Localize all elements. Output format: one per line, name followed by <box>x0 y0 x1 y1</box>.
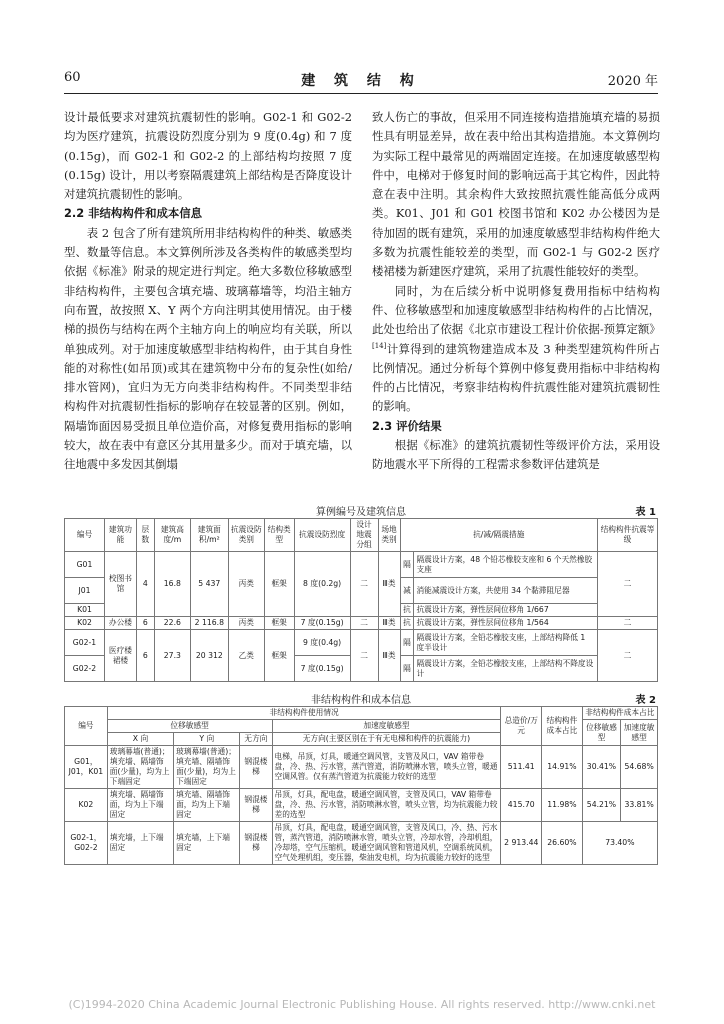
table1-cell-type: 隔 <box>400 656 414 682</box>
table1-header: 设计地震分组 <box>350 519 378 552</box>
paragraph <box>372 282 660 417</box>
table1-header: 场地类别 <box>378 519 400 552</box>
table2-cell-id: K02 <box>65 789 108 822</box>
table1-cell-function: 办公楼 <box>104 617 136 630</box>
table1-cell-id: K02 <box>65 617 105 630</box>
table1-block <box>64 502 658 682</box>
table1-cell-id: K01 <box>65 604 105 617</box>
publication-year: 2020 年 <box>607 74 658 89</box>
table2-caption: 非结构构件和成本信息 <box>311 695 411 706</box>
table1-cell-desc: 消能减震设计方案，共使用 34 个黏滞阻尼器 <box>414 578 598 604</box>
table2-header: X 向 <box>107 733 173 746</box>
table1-cell-site: Ⅲ类 <box>378 617 400 630</box>
table2-cell-total: 511.41 <box>501 746 542 789</box>
table1-cell-id: G02-1 <box>65 630 105 656</box>
table2-header: 加速度敏感型 <box>272 720 501 733</box>
table2-header: 位移敏感型 <box>107 720 272 733</box>
table1-cell-height: 16.8 <box>154 552 190 617</box>
table1-cell-desc: 隔震设计方案，全铅芯橡胶支座，上部结构降低 1 度半设计 <box>414 630 598 656</box>
paragraph: 根据《标准》的建筑抗震韧性等级评价方法，采用设防地震水平下所得的工程需求参数评估建筑是 <box>372 438 660 472</box>
table2-cell-y: 填充墙，上下端固定 <box>174 822 240 865</box>
table2-cell-struct: 26.60% <box>542 822 583 865</box>
table1-caption-row <box>64 502 658 518</box>
paragraph: 设计最低要求对建筑抗震韧性的影响。G02-1 和 G02-2 均为医疗建筑，抗震设防烈度分别为 9 度(0.4g) 和 7 度(0.15g)，而 G02-1 和 G02-2 的上部结构均按照 7 度(0.15g) 设计，用以考察隔震建筑上部结构是否降度设计对建筑抗震韧性的影响。 <box>64 110 352 202</box>
table2-cell-struct: 14.91% <box>542 746 583 789</box>
table2-header: 非结构构件成本占比 <box>582 707 657 720</box>
table2-cell-accel: 吊顶，灯具，配电盘，暖通空调风管，支管及风口，VAV 箱带卷盘，冷、热、污水管，消防喷淋水管，喷头立管，均为抗震能力较差的选型 <box>272 789 501 822</box>
table2-number: 表 2 <box>635 695 656 706</box>
table1-cell-desc: 抗震设计方案，弹性层间位移角 1/564 <box>414 617 598 630</box>
table1-cell-area: 20 312 <box>190 630 228 682</box>
table2-header: 总造价/万元 <box>501 707 542 746</box>
table1-cell-grade: 二 <box>598 552 658 617</box>
table2-cell-y: 填充墙、隔墙饰面，均为上下端固定 <box>174 789 240 822</box>
table2-cell-x: 填充墙、隔墙饰面，均为上下端固定 <box>107 789 173 822</box>
table2-cell-acc: 54.68% <box>621 746 658 789</box>
table-row <box>65 552 658 578</box>
table1-header: 结构构件抗震等级 <box>598 519 658 552</box>
table1-header: 抗震设防类别 <box>228 519 264 552</box>
right-column <box>372 108 660 475</box>
table2-header: 结构构件成本占比 <box>542 707 583 746</box>
table1-cell-floors: 6 <box>136 617 154 630</box>
table1-header: 编号 <box>65 519 105 552</box>
table2-header: 位移敏感型 <box>582 720 621 746</box>
table1-header-row <box>65 519 658 552</box>
table1-cell-grade: 二 <box>598 630 658 682</box>
table1-header: 抗震设防烈度 <box>294 519 350 552</box>
table2-header-row <box>65 707 658 720</box>
table1-cell-type: 隔 <box>400 552 414 578</box>
table2-caption-row <box>64 690 658 706</box>
table1-cell-intensity: 9 度(0.4g) <box>294 630 350 656</box>
section-heading: 2.3 评价结果 <box>372 418 442 433</box>
page-header <box>64 70 658 90</box>
table1-cell-id: G02-2 <box>65 656 105 682</box>
journal-title: 建 筑 结 构 <box>301 73 421 89</box>
table1-cell-desc: 抗震设计方案，弹性层间位移角 1/667 <box>414 604 598 617</box>
table2-cell-id: G02-1，G02-2 <box>65 822 108 865</box>
table2-header: 无方向(主要区别在于有无电梯和构件的抗震能力) <box>272 733 501 746</box>
table2-cell-total: 415.70 <box>501 789 542 822</box>
table1-cell-id: G01 <box>65 552 105 578</box>
table-row <box>65 822 658 865</box>
table2-header: 编号 <box>65 707 108 746</box>
table1 <box>64 518 658 682</box>
table2-cell-x: 玻璃幕墙(普通)；填充墙、隔墙饰面(少量)，均为上下端固定 <box>107 746 173 789</box>
table1-cell-height: 22.6 <box>154 617 190 630</box>
table1-cell-floors: 4 <box>136 552 154 617</box>
table2-cell-x: 填充墙，上下端固定 <box>107 822 173 865</box>
table1-cell-structure: 框架 <box>264 617 294 630</box>
header-rule <box>64 93 658 94</box>
page-number: 60 <box>64 70 81 85</box>
table2-cell-disp: 30.41% <box>582 746 621 789</box>
table2-header: 非结构构件使用情况 <box>107 707 501 720</box>
table1-header: 结构类型 <box>264 519 294 552</box>
table2-cell-nodir: 钢混楼梯 <box>240 746 272 789</box>
table1-cell-type: 减 <box>400 578 414 604</box>
paragraph: 致人伤亡的事故，但采用不同连接构造措施填充墙的易损性具有明显差异，故在表中给出其构造措施。本文算例均为实际工程中最常见的两端固定连接。在加速度敏感型构件中，电梯对于修复时间的影响远高于其它构件，因此特意在表中注明。其余构件大致按照抗震性能高低分成两类。K01、J01 和 G01 校图书馆和 K02 办公楼因为是待加固的既有建筑，采用的加速度敏感型非结构构件绝大多数为抗震性能较差的类型，而 G02-1 与 G02-2 医疗楼裙楼为新建医疗建筑，采用了抗震性能较好的类型。 <box>372 110 660 279</box>
table1-cell-group: 二 <box>350 630 378 682</box>
table2-cell-nodir: 钢混楼梯 <box>240 822 272 865</box>
table2-cell-acc: 33.81% <box>621 789 658 822</box>
paragraph-text: 同时，为在后续分析中说明修复费用指标中结构构件、位移敏感型和加速度敏感型非结构构件的占比情况，此处也给出了依据《北京市建设工程计价依据-预算定额》 <box>372 283 661 337</box>
table1-caption: 算例编号及建筑信息 <box>316 507 406 518</box>
table2-header: 无方向 <box>240 733 272 746</box>
table-row <box>65 746 658 789</box>
citation: [14] <box>372 341 387 350</box>
paragraph: 表 2 包含了所有建筑所用非结构构件的种类、敏感类型、数量等信息。本文算例所涉及各类构件的敏感类型均依据《标准》附录的规定进行判定。绝大多数位移敏感型非结构构件，主要包含填充墙、玻璃幕墙等，均沿主轴方向布置，故按照 X、Y 两个方向注明其使用情况。由于楼梯的损伤与结构在两个主轴方向上的响应均有关联，所以单独成列。对于加速度敏感型非结构构件，由于其自身性能的对称性(如吊顶)或其在建筑物中分布的复杂性(如给/排水管网)，宜归为无方向类非结构构件。不同类型非结构构件对抗震韧性指标的影响存在较显著的区别。例如，隔墙饰面因易受损且单位造价高，对修复费用指标的影响较大，故在表中有意区分其用量多少。而对于填充墙，以往地震中多发因其倒塌 <box>64 225 352 472</box>
table1-cell-group: 二 <box>350 552 378 617</box>
table1-cell-site: Ⅲ类 <box>378 630 400 682</box>
table-row <box>65 630 658 656</box>
table1-number: 表 1 <box>635 507 656 518</box>
table1-cell-function: 医疗楼裙楼 <box>104 630 136 682</box>
table1-header: 建筑高度/m <box>154 519 190 552</box>
table1-cell-intensity: 7 度(0.15g) <box>294 656 350 682</box>
table1-cell-height: 27.3 <box>154 630 190 682</box>
table1-cell-type: 抗 <box>400 604 414 617</box>
table2-cell-total: 2 913.44 <box>501 822 542 865</box>
table2-header: 加速度敏感型 <box>621 720 658 746</box>
table2-cell-struct: 11.98% <box>542 789 583 822</box>
table1-cell-category: 丙类 <box>228 552 264 617</box>
table1-cell-grade: 二 <box>598 617 658 630</box>
table2-cell-nodir: 钢混楼梯 <box>240 789 272 822</box>
table2-cell-id: G01，J01，K01 <box>65 746 108 789</box>
table2-cell-combined: 73.40% <box>582 822 657 865</box>
table1-cell-site: Ⅲ类 <box>378 552 400 617</box>
section-heading: 2.2 非结构构件和成本信息 <box>64 206 203 221</box>
table1-cell-structure: 框架 <box>264 552 294 617</box>
table1-cell-area: 2 116.8 <box>190 617 228 630</box>
table2-cell-accel: 吊顶，灯具，配电盘，暖通空调风管，支管及风口，冷、热、污水管，蒸汽管道，消防喷淋水管，喷头立管，冷却水管，冷却机组，冷却塔，空气压缩机，暖通空调风管和管道风机，空调系统风机，空气处理机组，变压器，柴油发电机，均为抗震能力较好的选型 <box>272 822 501 865</box>
table1-cell-type: 抗 <box>400 617 414 630</box>
table1-cell-category: 乙类 <box>228 630 264 682</box>
table1-cell-desc: 隔震设计方案，全铅芯橡胶支座，上部结构不降度设计 <box>414 656 598 682</box>
table1-cell-function: 校图书馆 <box>104 552 136 617</box>
table1-header: 层数 <box>136 519 154 552</box>
table2-cell-accel: 电梯，吊顶，灯具，暖通空调风管，支管及风口，VAV 箱带卷盘，冷、热、污水管，蒸汽管道，消防喷淋水管，喷头立管，暖通空调风管。仅有蒸汽管道为抗震能力较好的选型 <box>272 746 501 789</box>
table1-cell-area: 5 437 <box>190 552 228 617</box>
table1-cell-floors: 6 <box>136 630 154 682</box>
copyright-footer: (C)1994-2020 China Academic Journal Electronic Publishing House. All rights reserved. http://www.cnki.net <box>68 998 656 1011</box>
table2-header: Y 向 <box>174 733 240 746</box>
table1-cell-group: 二 <box>350 617 378 630</box>
table1-header: 抗/减/隔震措施 <box>400 519 598 552</box>
table1-cell-structure: 框架 <box>264 630 294 682</box>
table2-cell-disp: 54.21% <box>582 789 621 822</box>
table2 <box>64 706 658 865</box>
table1-header: 建筑功能 <box>104 519 136 552</box>
table1-cell-category: 丙类 <box>228 617 264 630</box>
table1-cell-intensity: 7 度(0.15g) <box>294 617 350 630</box>
table-row <box>65 789 658 822</box>
paragraph-text: 计算得到的建筑物建造成本及 3 种类型建筑构件所占比例情况。通过分析每个算例中修复费用指标中非结构构件的占比情况，考察非结构构件抗震性能对建筑抗震韧性的影响。 <box>372 341 660 414</box>
table1-header: 建筑面积/m² <box>190 519 228 552</box>
table-row <box>65 617 658 630</box>
table2-block <box>64 690 658 865</box>
table1-cell-id: J01 <box>65 578 105 604</box>
table1-cell-intensity: 8 度(0.2g) <box>294 552 350 617</box>
left-column <box>64 108 352 475</box>
table1-cell-type: 隔 <box>400 630 414 656</box>
table2-cell-y: 玻璃幕墙(普通)；填充墙、隔墙饰面(少量)，均为上下端固定 <box>174 746 240 789</box>
table1-cell-desc: 隔震设计方案，48 个铅芯橡胶支座和 6 个天然橡胶支座 <box>414 552 598 578</box>
